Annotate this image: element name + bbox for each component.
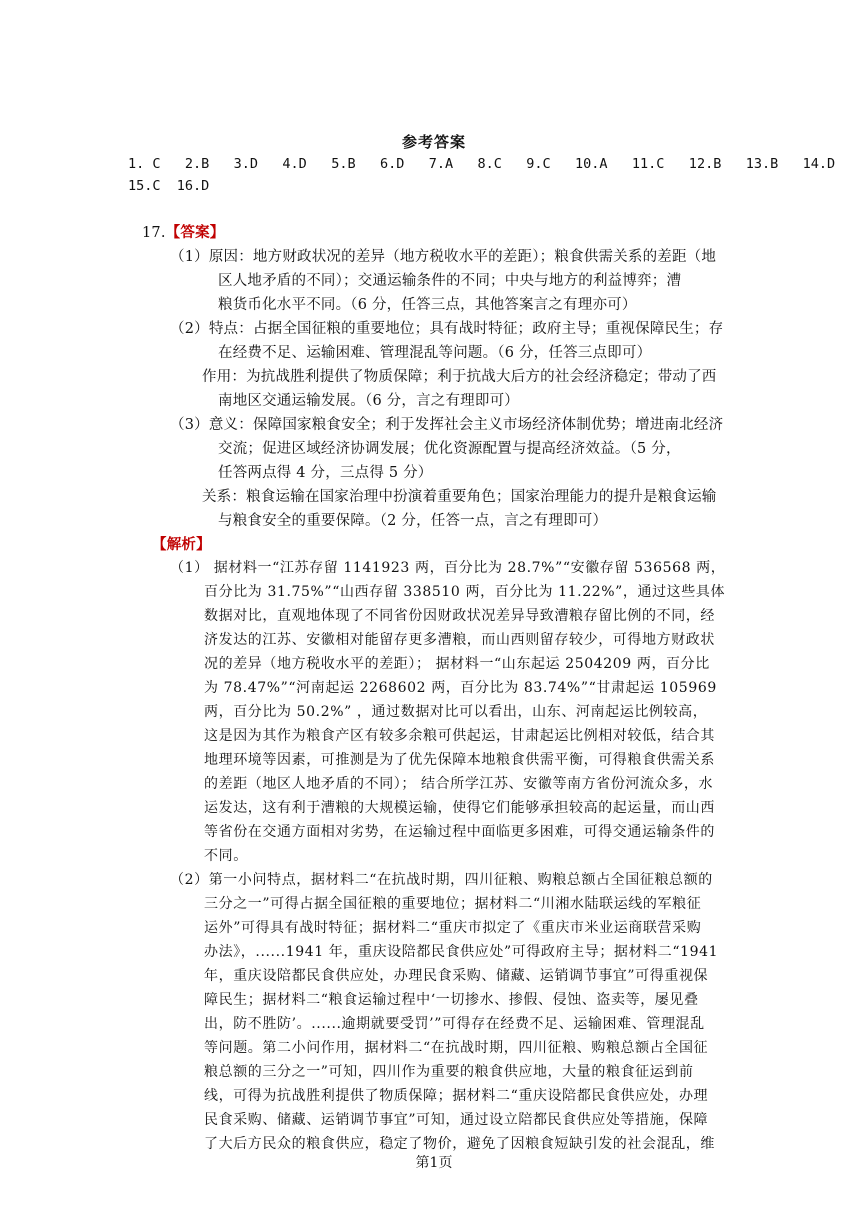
- analysis-line: 粮总额的三分之一”可知，四川作为重要的粮食供应地，大量的粮食征运到前: [204, 1064, 694, 1080]
- analysis-line: 地理环境等因素，可推测是为了优先保障本地粮食供需平衡，可得粮食供需关系: [204, 752, 715, 768]
- analysis-line: 百分比为 31.75%”“山西存留 338510 两，百分比为 11.22%”，通过这些具体: [204, 584, 726, 600]
- answer-line: 南地区交通运输发展。（6 分，言之有理即可）: [218, 393, 519, 409]
- page-number: 第1页: [415, 1155, 453, 1171]
- answer-tag: 【答案】: [165, 224, 225, 241]
- page-title: 参考答案: [401, 133, 466, 151]
- analysis-line: 等问题。第二小问作用，据材料二“在抗战时期，四川征粮、购粮总额占全国征: [204, 1040, 709, 1056]
- analysis-line: （1） 据材料一“江苏存留 1141923 两，百分比为 28.7%”“安徽存留 536568 两，: [170, 560, 726, 576]
- answer-line: （3）意义：保障国家粮食安全；利于发挥社会主义市场经济体制优势；增进南北经济: [170, 417, 724, 433]
- analysis-line: 了大后方民众的粮食供应，稳定了物价，避免了因粮食短缺引发的社会混乱，维: [204, 1136, 715, 1152]
- analysis-line: 年，重庆设陪都民食供应处，办理民食采购、储藏、运销调节事宜”可得重视保: [204, 968, 709, 984]
- answer-line: 与粮食安全的重要保障。（2 分，任答一点，言之有理即可）: [218, 513, 608, 529]
- question-17-heading: [142, 221, 224, 242]
- analysis-line: 济发达的江苏、安徽相对能留存更多漕粮，而山西则留存较少，可得地方财政状: [204, 632, 715, 648]
- mc-answers-row-1: 1. C 2.B 3.D 4.D 5.B 6.D 7.A 8.C 9.C 10.A 11.C 12.B 13.B 14.D: [128, 156, 836, 172]
- question-number: 17.: [142, 225, 166, 241]
- analysis-line: （2）第一小问特点，据材料二“在抗战时期，四川征粮、购粮总额占全国征粮总额的: [170, 872, 713, 888]
- analysis-line: 线，可得为抗战胜利提供了物质保障；据材料二“重庆设陪都民食供应处，办理: [204, 1088, 709, 1104]
- analysis-line: 三分之一”可得占据全国征粮的重要地位；据材料二“川湘水陆联运线的军粮征: [204, 896, 702, 912]
- answer-line: 区人地矛盾的不同）；交通运输条件的不同；中央与地方的利益博弈；漕: [218, 273, 682, 289]
- analysis-line: 的差距（地区人地矛盾的不同）； 结合所学江苏、安徽等南方省份河流众多，水: [204, 776, 714, 792]
- answer-line: 关系：粮食运输在国家治理中扮演着重要角色；国家治理能力的提升是粮食运输: [202, 489, 717, 505]
- answer-line: （1）原因：地方财政状况的差异（地方税收水平的差距）；粮食供需关系的差距（地: [170, 249, 717, 265]
- analysis-line: 况的差异（地方税收水平的差距）； 据材料一“山东起运 2504209 两，百分比: [204, 656, 710, 672]
- analysis-line: 两，百分比为 50.2%” ，通过数据对比可以看出，山东、河南起运比例较高，: [204, 704, 708, 720]
- analysis-line: 不同。: [204, 848, 248, 864]
- analysis-line: 数据对比，直观地体现了不同省份因财政状况差异导致漕粮存留比例的不同，经: [204, 608, 715, 624]
- analysis-line: 这是因为其作为粮食产区有较多余粮可供起运，甘肃起运比例相对较低，结合其: [204, 728, 715, 744]
- analysis-line: 运发达，这有利于漕粮的大规模运输，使得它们能够承担较高的起运量，而山西: [204, 800, 715, 816]
- analysis-line: 出，防不胜防’。......逾期就要受罚’”可得存在经费不足、运输困难、管理混乱: [204, 1016, 705, 1032]
- analysis-line: 等省份在交通方面相对劣势，在运输过程中面临更多困难，可得交通运输条件的: [204, 824, 715, 840]
- answer-line: （2）特点：占据全国征粮的重要地位；具有战时特征；政府主导；重视保障民生；存: [170, 321, 724, 337]
- answer-line: 交流；促进区域经济协调发展；优化资源配置与提高经济效益。（5 分，: [218, 441, 681, 457]
- answer-line: 任答两点得 4 分，三点得 5 分）: [218, 465, 433, 481]
- answer-line: 粮货币化水平不同。（6 分，任答三点，其他答案言之有理亦可）: [218, 297, 637, 313]
- analysis-line: 为 78.47%”“河南起运 2268602 两，百分比为 83.74%”“甘肃起运 105969: [204, 680, 717, 696]
- analysis-tag: 【解析】: [152, 536, 211, 553]
- answer-line: 作用：为抗战胜利提供了物质保障；利于抗战大后方的社会经济稳定；带动了西: [202, 369, 717, 385]
- analysis-line: 办法》，......1941 年，重庆设陪都民食供应处”可得政府主导；据材料二“1941: [204, 944, 719, 960]
- answer-line: 在经费不足、运输困难、管理混乱等问题。（6 分，任答三点即可）: [218, 345, 652, 361]
- analysis-line: 运外”可得具有战时特征；据材料二“重庆市拟定了《重庆市米业运商联营采购: [204, 920, 702, 936]
- mc-answers-row-2: 15.C 16.D: [128, 178, 210, 194]
- analysis-line: 民食采购、储藏、运销调节事宜”可知，通过设立陪都民食供应处等措施，保障: [204, 1112, 709, 1128]
- analysis-line: 障民生；据材料二“粮食运输过程中‘一切掺水、掺假、侵蚀、盗卖等，屡见叠: [204, 992, 699, 1008]
